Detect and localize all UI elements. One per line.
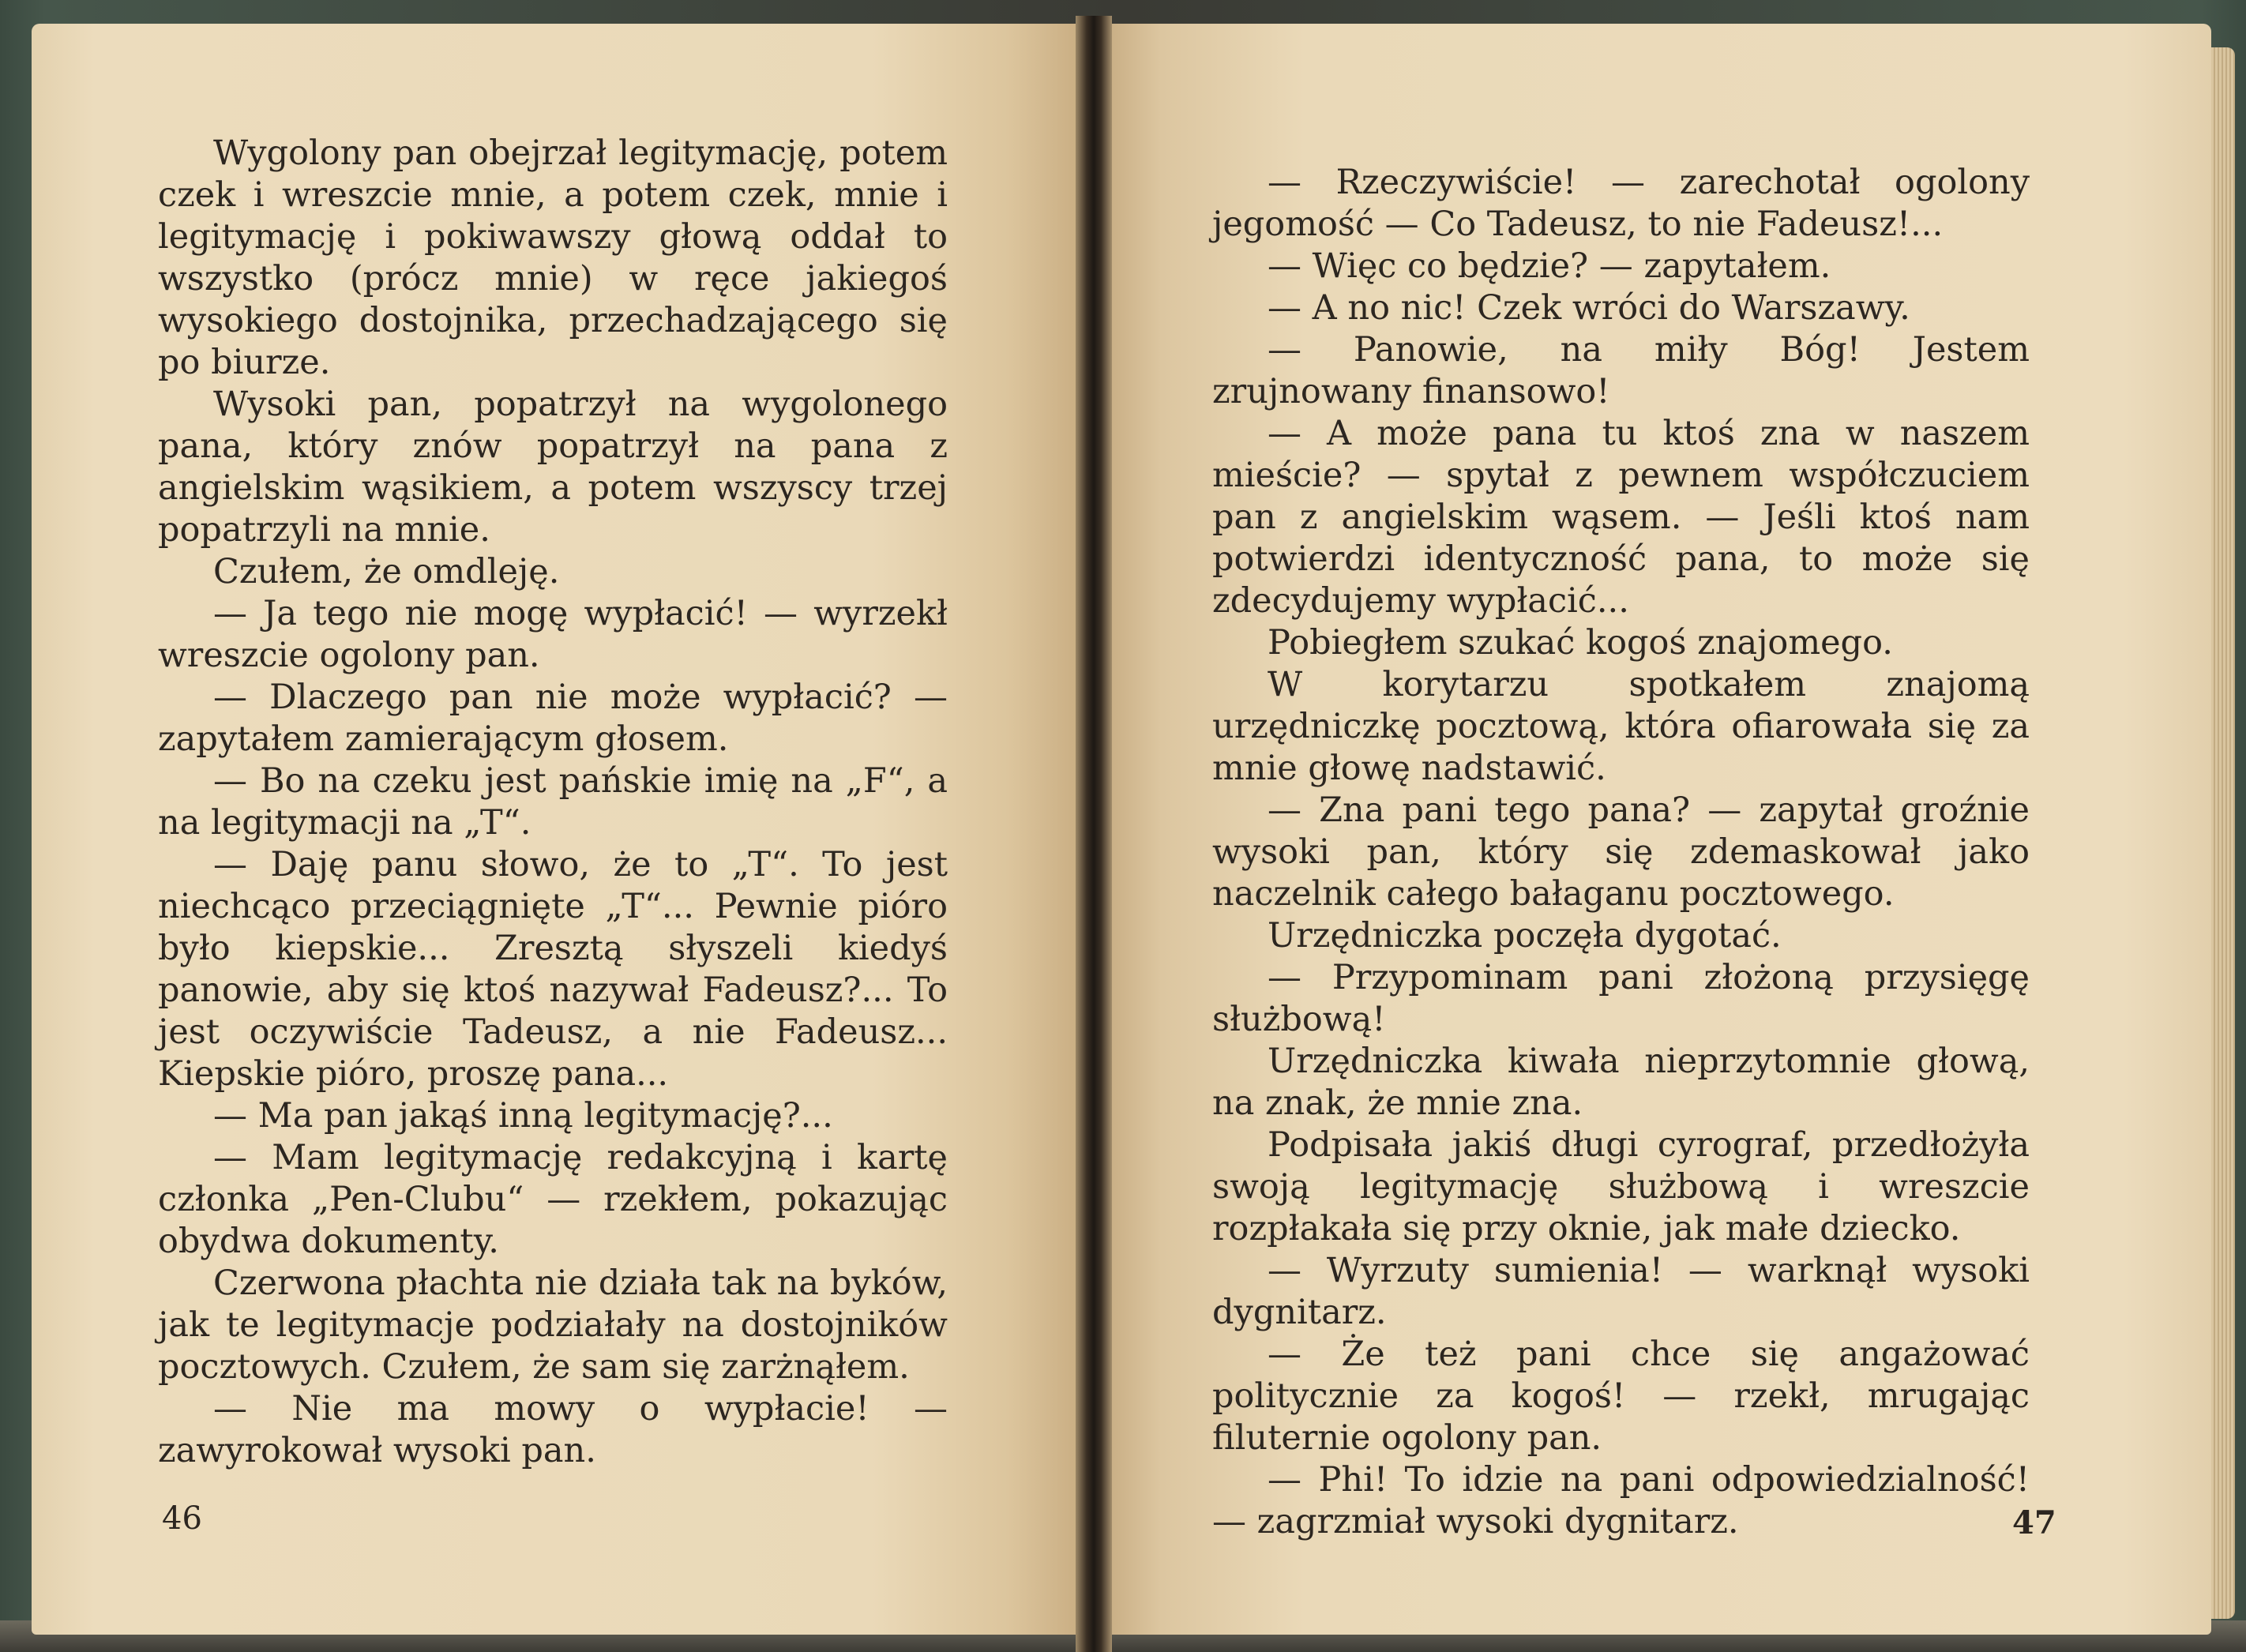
paragraph: Podpisała jakiś długi cyrograf, przedłożyła swoją legitymację służbową i wreszcie rozpłakała się przy oknie, jak małe dziecko. <box>1212 1125 2030 1248</box>
paragraph: — Panowie, na miły Bóg! Jestem zrujnowany finansowo! <box>1212 330 2030 411</box>
paragraph: — Dlaczego pan nie może wypłacić? — zapytałem zamierającym głosem. <box>158 678 948 759</box>
left-page-text <box>158 133 948 1472</box>
right-page-text <box>1212 162 2030 1543</box>
paragraph: — Że też pani chce się angażować politycznie za kogoś! — rzekł, mrugając filuternie ogolony pan. <box>1212 1335 2030 1458</box>
paragraph: Pobiegłem szukać kogoś znajomego. <box>1268 623 1893 663</box>
paragraph: W korytarzu spotkałem znajomą urzędniczkę pocztową, która ofiarowała się za mnie głowę nadstawić. <box>1212 665 2030 788</box>
paragraph: Czułem, że omdleję. <box>213 552 560 591</box>
paragraph: — Ja tego nie mogę wypłacić! — wyrzekł wreszcie ogolony pan. <box>158 594 948 675</box>
page-number-right: 47 <box>2012 1504 2056 1541</box>
paragraph: Wysoki pan, popatrzył na wygolonego pana, który znów popatrzył na pana z angielskim wąsikiem, a potem wszyscy trzej popatrzyli na mnie. <box>158 385 948 550</box>
paragraph: — Phi! To idzie na pani odpowiedzialność! — zagrzmiał wysoki dygnitarz. <box>1212 1460 2030 1541</box>
paragraph: — Mam legitymację redakcyjną i kartę członka „Pen-Clubu“ — rzekłem, pokazując obydwa dokumenty. <box>158 1138 948 1261</box>
book-spine <box>1076 16 1112 1652</box>
paragraph: — Wyrzuty sumienia! — warknął wysoki dygnitarz. <box>1212 1251 2030 1332</box>
paragraph: — Przypominam pani złożoną przysięgę służbową! <box>1212 958 2030 1039</box>
paragraph: Urzędniczka poczęła dygotać. <box>1268 916 1782 956</box>
paragraph: Czerwona płachta nie działa tak na byków, jak te legitymacje podziałały na dostojników pocztowych. Czułem, że sam się zarżnąłem. <box>158 1263 948 1387</box>
paragraph: Wygolony pan obejrzał legitymację, potem czek i wreszcie mnie, a potem czek, mnie i legitymację i pokiwawszy głową oddał to wszystko (prócz mnie) w ręce jakiegoś wysokiego dostojnika, przechadzającego się po biurze. <box>158 133 948 382</box>
paragraph: — Ma pan jakąś inną legitymację?... <box>213 1096 833 1136</box>
paragraph: Urzędniczka kiwała nieprzytomnie głową, na znak, że mnie zna. <box>1212 1042 2030 1123</box>
paragraph: — Więc co będzie? — zapytałem. <box>1268 246 1831 286</box>
page-number-left: 46 <box>162 1500 202 1537</box>
paragraph: — A może pana tu ktoś zna w naszem mieście? — spytał z pewnem współczuciem pan z angielskim wąsem. — Jeśli ktoś nam potwierdzi identyczność pana, to może się zdecydujemy wypłacić... <box>1212 414 2030 621</box>
paragraph: — Zna pani tego pana? — zapytał groźnie wysoki pan, który się zdemaskował jako naczelnik całego bałaganu pocztowego. <box>1212 790 2030 914</box>
paragraph: — Bo na czeku jest pańskie imię na „F“, a na legitymacji na „T“. <box>158 761 948 843</box>
paragraph: — Daję panu słowo, że to „T“. To jest niechcąco przeciągnięte „T“... Pewnie pióro było kiepskie... Zresztą słyszeli kiedyś panowie, aby się ktoś nazywał Fadeusz?... To jest oczywiście Tadeusz, a nie Fadeusz... Kiepskie pióro, proszę pana... <box>158 845 948 1094</box>
paragraph: — A no nic! Czek wróci do Warszawy. <box>1268 288 1910 328</box>
paragraph: — Rzeczywiście! — zarechotał ogolony jegomość — Co Tadeusz, to nie Fadeusz!... <box>1212 163 2030 244</box>
paragraph: — Nie ma mowy o wypłacie! — zawyrokował wysoki pan. <box>158 1389 948 1470</box>
